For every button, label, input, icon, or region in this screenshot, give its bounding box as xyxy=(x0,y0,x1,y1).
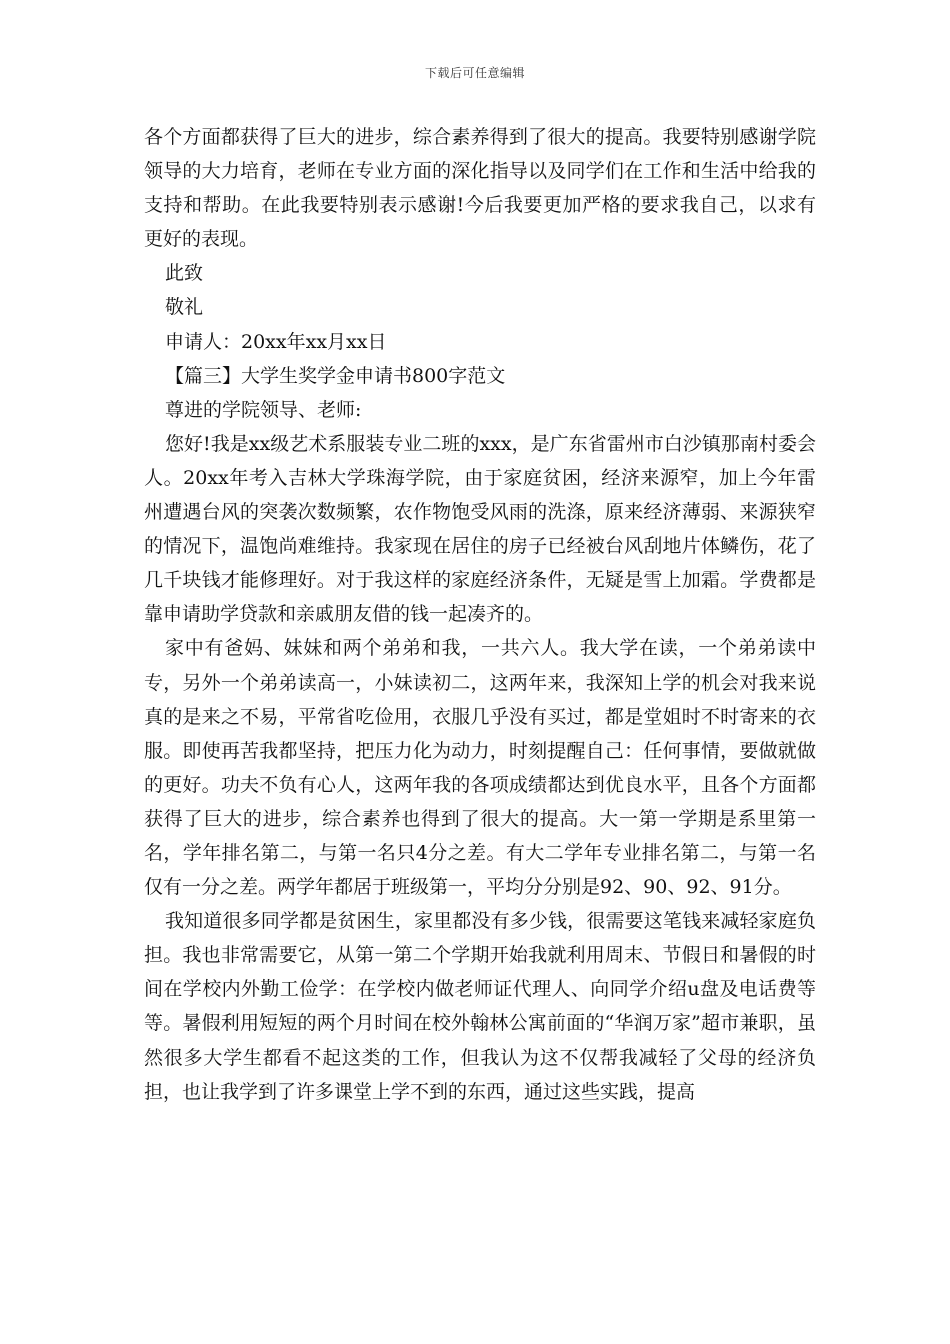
paragraph-2: 您好!我是xx级艺术系服装专业二班的xxx，是广东省雷州市白沙镇那南村委会人。20xx年考入吉林大学珠海学院，由于家庭贫困，经济来源窄，加上今年雷州遭遇台风的突袭次数频繁，农作物饱受风雨的洗涤，原来经济薄弱、来源狭窄的情况下，温饱尚难维持。我家现在居住的房子已经被台风刮地片体鳞伤，花了几千块钱才能修理好。对于我这样的家庭经济条件，无疑是雪上加霜。学费都是靠申请助学贷款和亲戚朋友借的钱一起凑齐的。 xyxy=(144,432,816,626)
paragraph-1: 各个方面都获得了巨大的进步，综合素养得到了很大的提高。我要特别感谢学院领导的大力培育，老师在专业方面的深化指导以及同学们在工作和生活中给我的支持和帮助。在此我要特别表示感谢!今后我要更加严格的要求我自己，以求有更好的表现。 xyxy=(144,126,816,251)
paragraph-3: 家中有爸妈、妹妹和两个弟弟和我，一共六人。我大学在读，一个弟弟读中专，另外一个弟弟读高一，小妹读初二，这两年来，我深知上学的机会对我来说真的是来之不易，平常省吃俭用，衣服几乎没有买过，都是堂姐时不时寄来的衣服。即使再苦我都坚持，把压力化为动力，时刻提醒自己：任何事情，要做就做的更好。功夫不负有心人，这两年我的各项成绩都达到优良水平，且各个方面都获得了巨大的进步，综合素养也得到了很大的提高。大一第一学期是系里第一名，学年排名第二，与第一名只4分之差。有大二学年专业排名第二，与第一名仅有一分之差。两学年都居于班级第一，平均分分别是92、90、92、91分。 xyxy=(144,637,816,899)
closing-ci-zhi: 此致 xyxy=(165,262,204,285)
header-note: 下载后可任意编辑 xyxy=(424,66,525,80)
section-title: 【篇三】大学生奖学金申请书800字范文 xyxy=(165,364,506,387)
paragraph-4: 我知道很多同学都是贫困生，家里都没有多少钱，很需要这笔钱来减轻家庭负担。我也非常需要它，从第一第二个学期开始我就利用周末、节假日和暑假的时间在学校内外勤工俭学：在学校内做老师证代理人、向同学介绍u盘及电话费等等。暑假利用短短的两个月时间在校外翰林公寓前面的“华润万家”超市兼职，虽然很多大学生都看不起这类的工作，但我认为这不仅帮我减轻了父母的经济负担，也让我学到了许多课堂上学不到的东西，通过这些实践，提高 xyxy=(144,910,816,1103)
document-body xyxy=(144,120,816,1109)
applicant-line: 申请人：20xx年xx月xx日 xyxy=(165,330,387,353)
closing-jing-li: 敬礼 xyxy=(165,296,204,319)
salutation: 尊进的学院领导、老师: xyxy=(165,398,362,421)
